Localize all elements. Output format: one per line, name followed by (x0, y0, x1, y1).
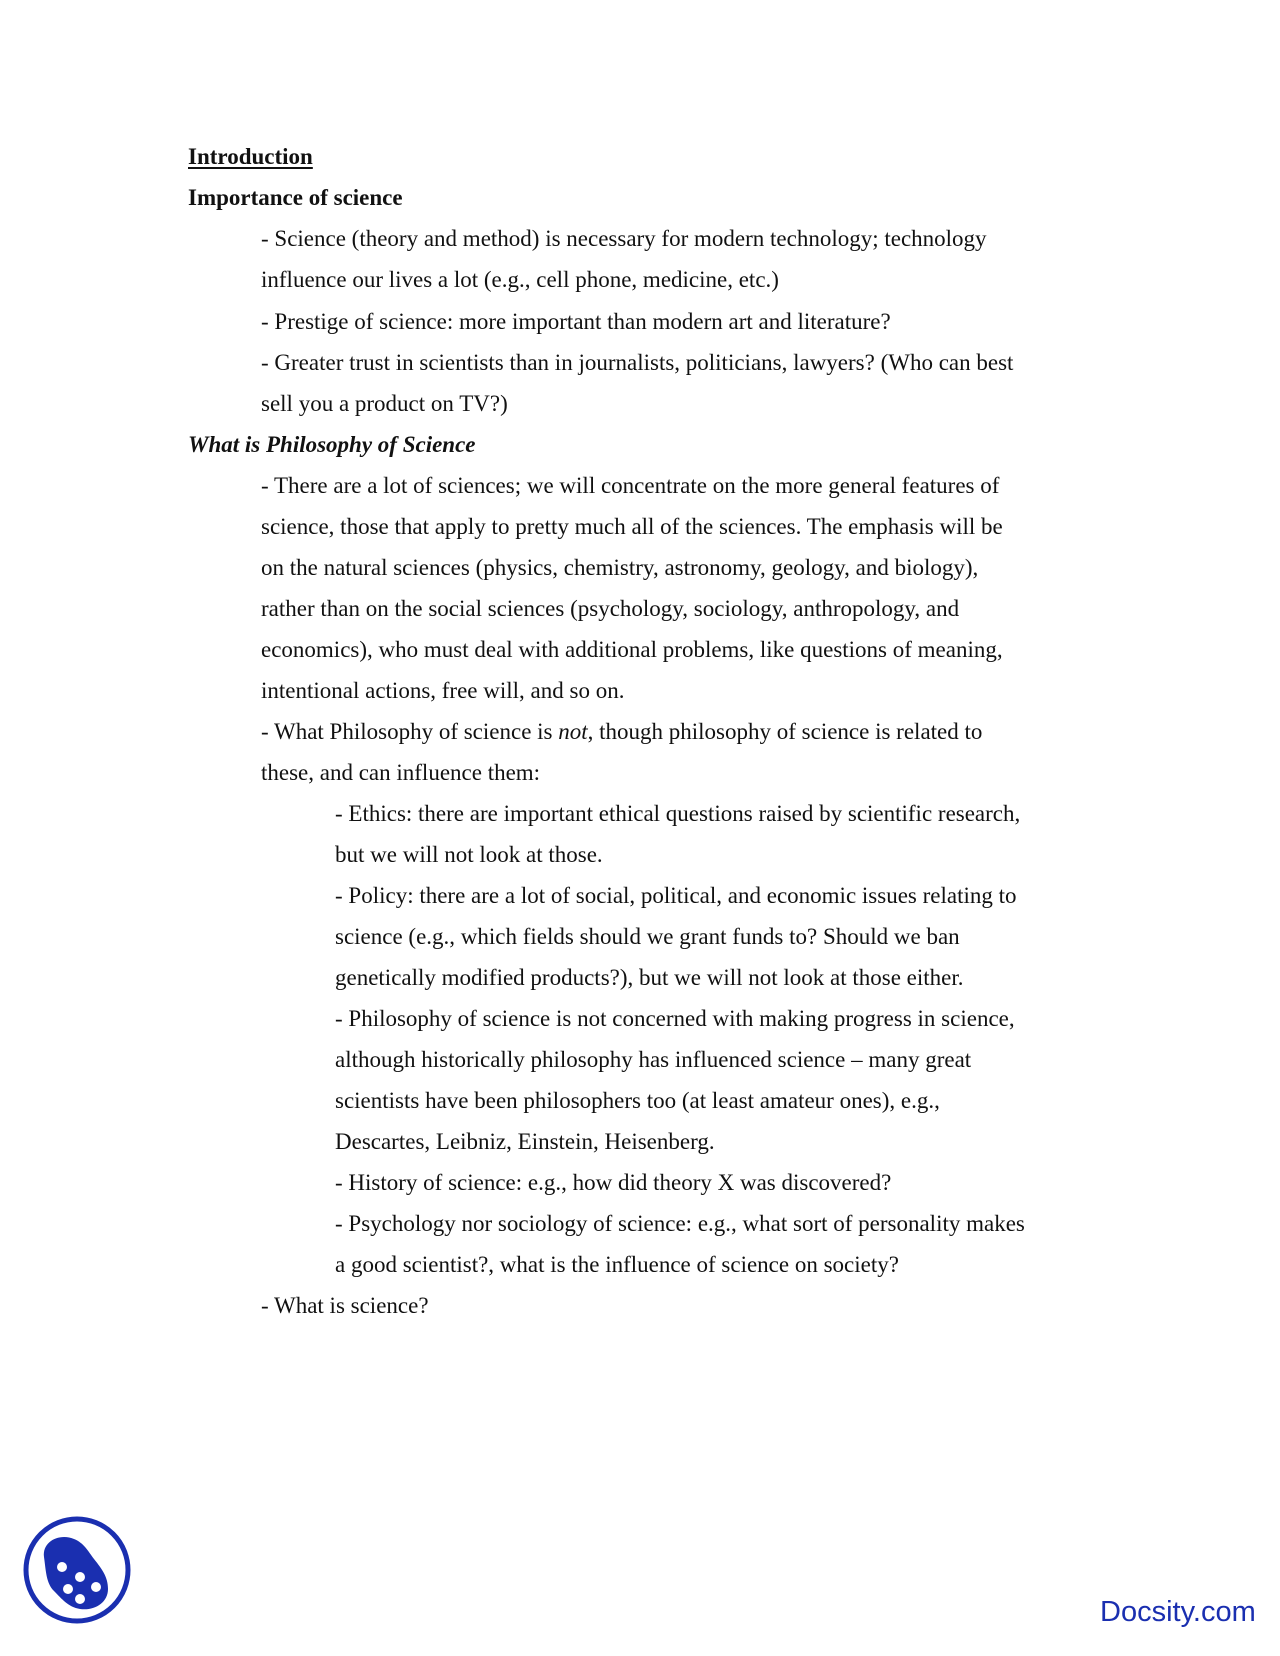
section-heading-importance: Importance of science (188, 185, 403, 210)
text-fragment: - What Philosophy of science is (261, 719, 559, 744)
sub-text-line: scientists have been philosophers too (at least amateur ones), e.g., (335, 1088, 940, 1113)
text-line: on the natural sciences (physics, chemistry, astronomy, geology, and biology), (261, 555, 979, 580)
sub-text-line: - History of science: e.g., how did theory X was discovered? (335, 1170, 892, 1195)
text-fragment: , though philosophy of science is related to (587, 719, 983, 744)
document-title: Introduction (188, 144, 313, 169)
text-line: - Greater trust in scientists than in journalists, politicians, lawyers? (Who can best (261, 350, 1014, 375)
sub-text-line: - Ethics: there are important ethical questions raised by scientific research, (335, 801, 1021, 826)
sub-text-line: but we will not look at those. (335, 842, 603, 867)
text-line: intentional actions, free will, and so on. (261, 678, 625, 703)
text-line: sell you a product on TV?) (261, 391, 508, 416)
text-line: economics), who must deal with additional problems, like questions of meaning, (261, 637, 1003, 662)
text-line: - Science (theory and method) is necessary for modern technology; technology (261, 226, 987, 251)
docsity-logo-svg (22, 1515, 132, 1625)
sub-text-line: science (e.g., which fields should we grant funds to? Should we ban (335, 924, 960, 949)
text-line-final: - What is science? (261, 1293, 429, 1318)
sub-text-line: although historically philosophy has influenced science – many great (335, 1047, 972, 1072)
text-line: - There are a lot of sciences; we will concentrate on the more general features of (261, 473, 1000, 498)
sub-text-line: - Psychology nor sociology of science: e.g., what sort of personality makes (335, 1211, 1025, 1236)
text-line: these, and can influence them: (261, 760, 541, 785)
section-heading-philosophy: What is Philosophy of Science (188, 432, 476, 457)
sub-text-line: - Policy: there are a lot of social, political, and economic issues relating to (335, 883, 1017, 908)
text-line: influence our lives a lot (e.g., cell phone, medicine, etc.) (261, 267, 779, 292)
emphasis-not: not (558, 719, 588, 744)
docsity-logo-icon[interactable] (22, 1515, 132, 1625)
text-line: science, those that apply to pretty much all of the sciences. The emphasis will be (261, 514, 1003, 539)
sub-text-line: - Philosophy of science is not concerned with making progress in science, (335, 1006, 1015, 1031)
sub-text-line: Descartes, Leibniz, Einstein, Heisenberg. (335, 1129, 715, 1154)
docsity-brand-link[interactable]: Docsity.com (1100, 1596, 1256, 1628)
text-line: rather than on the social sciences (psychology, sociology, anthropology, and (261, 596, 960, 621)
text-line: - Prestige of science: more important than modern art and literature? (261, 309, 891, 334)
sub-text-line: a good scientist?, what is the influence of science on society? (335, 1252, 899, 1277)
sub-text-line: genetically modified products?), but we will not look at those either. (335, 965, 964, 990)
text-line-not (261, 717, 982, 747)
